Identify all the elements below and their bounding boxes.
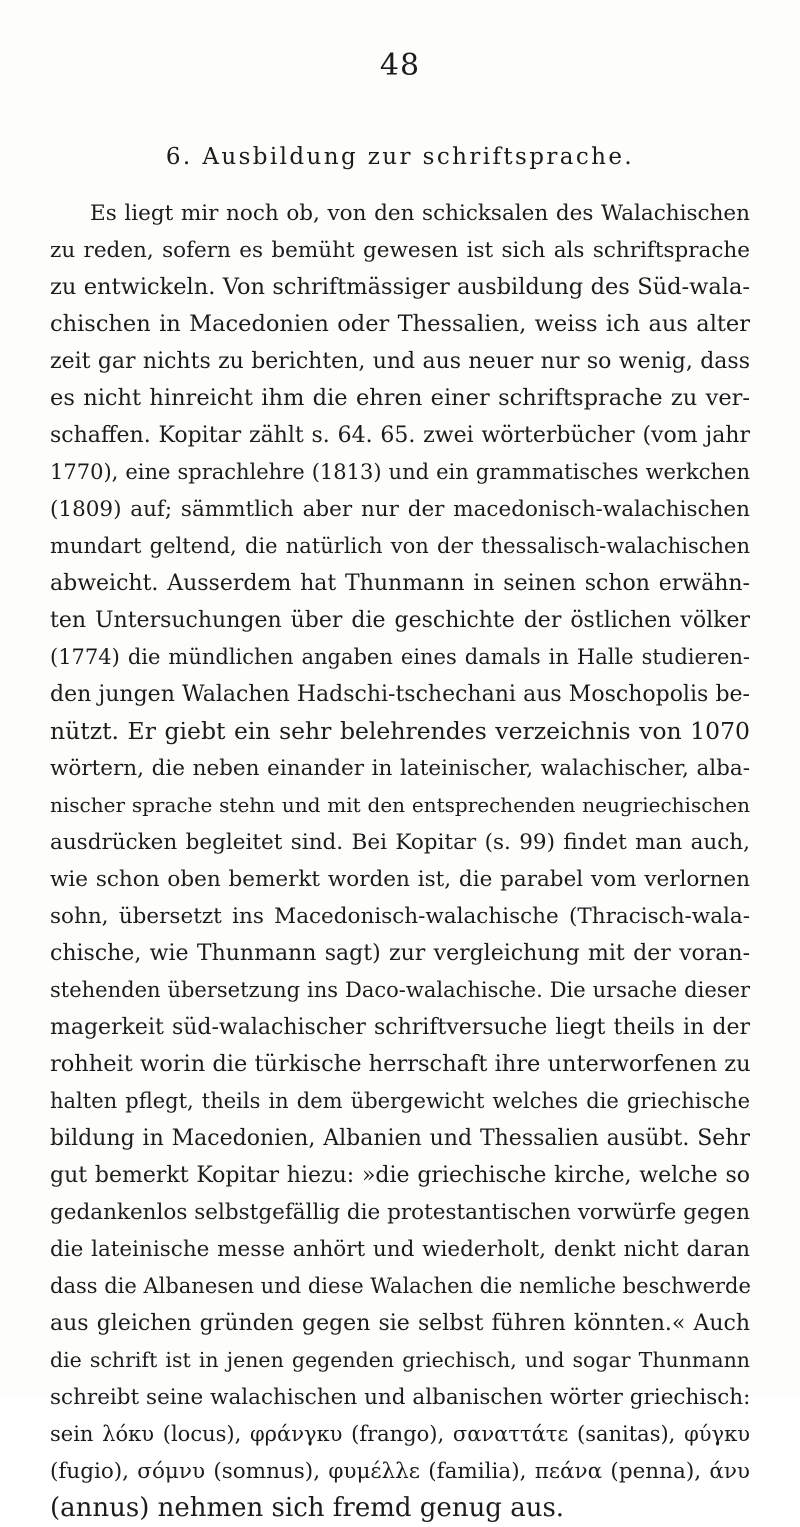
text-line: nützt. Er giebt ein sehr belehrendes verzeichnis von 1070: [50, 717, 750, 745]
text-line: sohn, übersetzt ins Macedonisch-walachische (Thracisch-wala-: [50, 904, 750, 929]
page-number: 48: [379, 48, 421, 83]
section-heading: 6. Ausbildung zur schriftsprache.: [165, 144, 635, 170]
text-line: ausdrücken begleitet sind. Bei Kopitar (s. 99) findet man auch,: [50, 830, 750, 855]
text-line: (fugio), σόμνυ (somnus), φυμέλλε (familia), πεάνα (penna), άνυ: [50, 1459, 750, 1484]
text-line: (1774) die mündlichen angaben eines damals in Halle studieren-: [50, 645, 750, 669]
text-line: abweicht. Ausserdem hat Thunmann in seinen schon erwähn-: [50, 571, 750, 596]
text-line: 1770), eine sprachlehre (1813) und ein grammatisches werkchen: [50, 460, 750, 484]
text-line: Es liegt mir noch ob, von den schicksalen des Walachischen: [90, 201, 750, 226]
text-line: magerkeit süd-walachischer schriftversuche liegt theils in der: [50, 1015, 750, 1040]
text-line: die lateinische messe anhört und wiederholt, denkt nicht daran: [50, 1237, 750, 1262]
text-line: aus gleichen gründen gegen sie selbst führen könnten.« Auch: [50, 1311, 750, 1336]
text-line: schreibt seine walachischen und albanischen wörter griechisch:: [50, 1385, 751, 1410]
text-line: wörtern, die neben einander in lateinischer, walachischer, alba-: [50, 756, 750, 781]
text-line: schaffen. Kopitar zählt s. 64. 65. zwei wörterbücher (vom jahr: [50, 423, 750, 448]
text-line: chische, wie Thunmann sagt) zur vergleichung mit der voran-: [50, 941, 750, 966]
text-line: zu entwickeln. Von schriftmässiger ausbildung des Süd-wala-: [50, 274, 750, 300]
text-line: (annus) nehmen sich fremd genug aus.: [50, 1493, 565, 1523]
text-line: dass die Albanesen und diese Walachen die nemliche beschwerde: [50, 1274, 751, 1298]
text-line: den jungen Walachen Hadschi-tschechani aus Moschopolis be-: [50, 682, 750, 707]
text-line: zu reden, sofern es bemüht gewesen ist sich als schriftsprache: [50, 238, 750, 263]
text-line: es nicht hinreicht ihm die ehren einer schriftsprache zu ver-: [50, 385, 750, 411]
text-line: sein λόκυ (locus), φράνγκυ (frango), σαναττάτε (sanitas), φύγκυ: [50, 1422, 750, 1446]
text-line: gut bemerkt Kopitar hiezu: »die griechische kirche, welche so: [50, 1163, 750, 1188]
text-line: (1809) auf; sämmtlich aber nur der macedonisch-walachischen: [50, 497, 750, 522]
text-line: rohheit worin die türkische herrschaft ihre unterworfenen zu: [50, 1051, 751, 1077]
text-line: mundart geltend, die natürlich von der thessalisch-walachischen: [50, 534, 750, 558]
text-line: stehenden übersetzung ins Daco-walachische. Die ursache dieser: [50, 978, 750, 1002]
text-line: ten Untersuchungen über die geschichte der östlichen völker: [50, 608, 750, 633]
body-paragraph: [50, 195, 750, 1527]
text-line: halten pflegt, theils in dem übergewicht welches die griechische: [50, 1089, 750, 1113]
text-line: bildung in Macedonien, Albanien und Thessalien ausübt. Sehr: [50, 1126, 750, 1151]
text-line: chischen in Macedonien oder Thessalien, weiss ich aus alter: [50, 311, 750, 337]
text-line: wie schon oben bemerkt worden ist, die parabel vom verlornen: [50, 867, 750, 892]
text-line: zeit gar nichts zu berichten, und aus neuer nur so wenig, dass: [50, 349, 750, 374]
text-line: gedankenlos selbstgefällig die protestantischen vorwürfe gegen: [50, 1200, 750, 1225]
text-line: die schrift ist in jenen gegenden griechisch, und sogar Thunmann: [50, 1348, 750, 1372]
text-line: nischer sprache stehn und mit den entsprechenden neugriechischen: [50, 793, 750, 817]
